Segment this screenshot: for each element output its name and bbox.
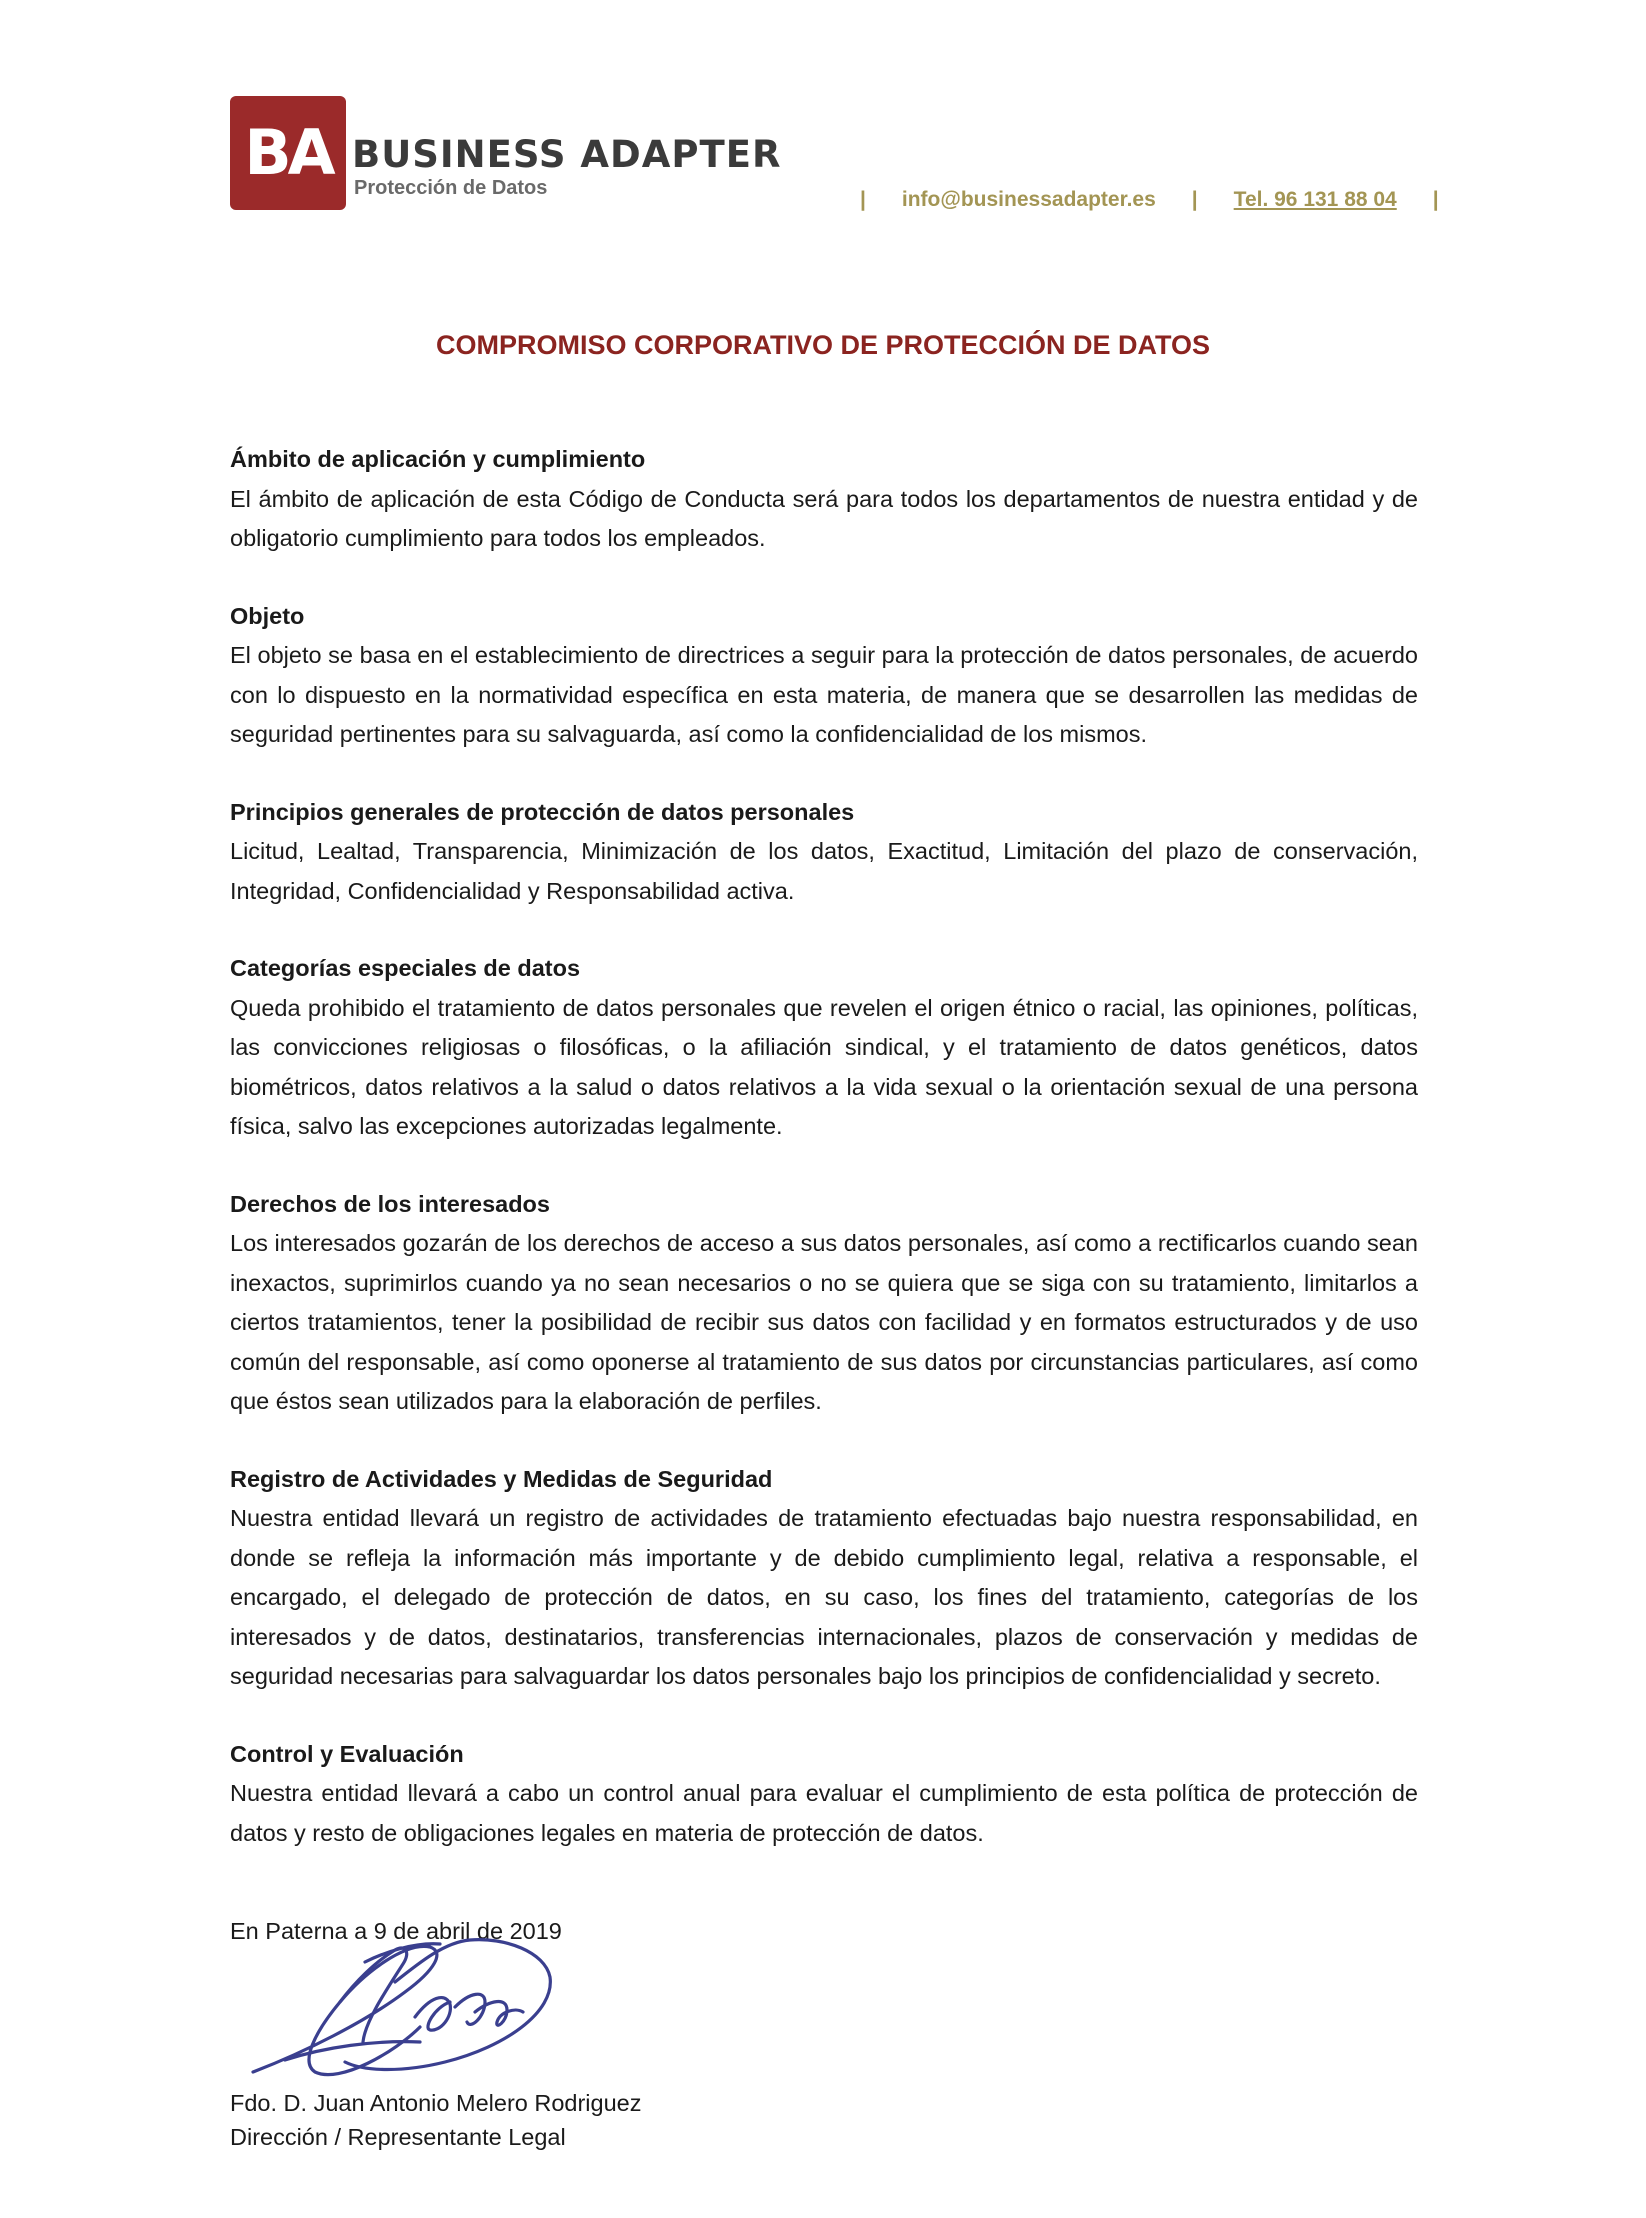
- logo-mark: BA: [244, 116, 332, 189]
- section-objeto: [230, 597, 1418, 755]
- section-text: Queda prohibido el tratamiento de datos personales que revelen el origen étnico o racial, las opiniones, políticas, las convicciones religiosas o filosóficas, o la afiliación sindical, y el tratamiento de datos genéticos, datos biométricos, datos relativos a la salud o datos relativos a la vida sexual o la orientación sexual de una persona física, salvo las excepciones autorizadas legalmente.: [230, 994, 1418, 1139]
- section-ambito: [230, 440, 1418, 559]
- logo-badge: [230, 96, 346, 210]
- section-categorias: [230, 949, 1418, 1147]
- section-text: El ámbito de aplicación de esta Código de Conducta será para todos los departamentos de nuestra entidad y de obligatorio cumplimiento para todos los empleados.: [230, 485, 1418, 551]
- section-heading: Derechos de los interesados: [230, 1190, 550, 1217]
- section-text: Licitud, Lealtad, Transparencia, Minimización de los datos, Exactitud, Limitación del plazo de conservación, Integridad, Confidencialidad y Responsabilidad activa.: [230, 838, 1418, 904]
- section-heading: Registro de Actividades y Medidas de Seguridad: [230, 1465, 773, 1492]
- signer-name: Fdo. D. Juan Antonio Melero Rodriguez: [230, 2090, 642, 2116]
- document-title: COMPROMISO CORPORATIVO DE PROTECCIÓN DE DATOS: [435, 330, 1211, 360]
- section-heading: Control y Evaluación: [230, 1740, 464, 1767]
- contact-separator: |: [1432, 188, 1439, 211]
- contact-phone-link[interactable]: Tel. 96 131 88 04: [1233, 188, 1397, 211]
- section-heading: Objeto: [230, 602, 305, 629]
- contact-email-link[interactable]: info@businessadapter.es: [901, 188, 1156, 211]
- section-text: El objeto se basa en el establecimiento de directrices a seguir para la protección de datos personales, de acuerdo con lo dispuesto en la normatividad específica en esta materia, de manera que se desarrollen las medidas de seguridad pertinentes para su salvaguarda, así como la confidencialidad de los mismos.: [230, 642, 1418, 747]
- section-heading: Ámbito de aplicación y cumplimiento: [230, 446, 646, 472]
- handwritten-signature: [245, 1922, 575, 2092]
- section-heading: Categorías especiales de datos: [230, 955, 581, 981]
- section-text: Los interesados gozarán de los derechos de acceso a sus datos personales, así como a rectificarlos cuando sean inexactos, suprimirlos cuando ya no sean necesarios o no se quiera que se siga con su tratamiento, limitarlos a ciertos tratamientos, tener la posibilidad de recibir sus datos con facilidad y en formatos estructurados y de uso común del responsable, así como oponerse al tratamiento de sus datos por circunstancias particulares, así como que éstos sean utilizados para la elaboración de perfiles.: [230, 1230, 1418, 1414]
- company-tagline: Protección de Datos: [354, 177, 548, 199]
- section-control: [230, 1735, 1418, 1854]
- company-logo: [230, 96, 790, 210]
- contact-line: [860, 188, 1439, 212]
- document-body: [230, 440, 1418, 1891]
- contact-separator: |: [860, 188, 866, 211]
- section-text: Nuestra entidad llevará a cabo un control anual para evaluar el cumplimiento de esta política de protección de datos y resto de obligaciones legales en materia de protección de datos.: [230, 1780, 1418, 1846]
- section-heading: Principios generales de protección de datos personales: [230, 798, 855, 825]
- signature-block: [230, 2086, 641, 2154]
- signer-role: Dirección / Representante Legal: [230, 2124, 566, 2150]
- section-principios: [230, 793, 1418, 912]
- company-name: BUSINESS ADAPTER: [352, 133, 782, 176]
- section-derechos: [230, 1185, 1418, 1422]
- place-and-date: En Paterna a 9 de abril de 2019: [230, 1918, 562, 1944]
- contact-separator: |: [1191, 188, 1198, 211]
- section-text: Nuestra entidad llevará un registro de actividades de tratamiento efectuadas bajo nuestra responsabilidad, en donde se refleja la información más importante y de debido cumplimiento legal, relativa a responsable, el encargado, el delegado de protección de datos, en su caso, los fines del tratamiento, categorías de los interesados y de datos, destinatarios, transferencias internacionales, plazos de conservación y medidas de seguridad necesarias para salvaguardar los datos personales bajo los principios de confidencialidad y secreto.: [230, 1505, 1418, 1689]
- section-registro: [230, 1460, 1418, 1697]
